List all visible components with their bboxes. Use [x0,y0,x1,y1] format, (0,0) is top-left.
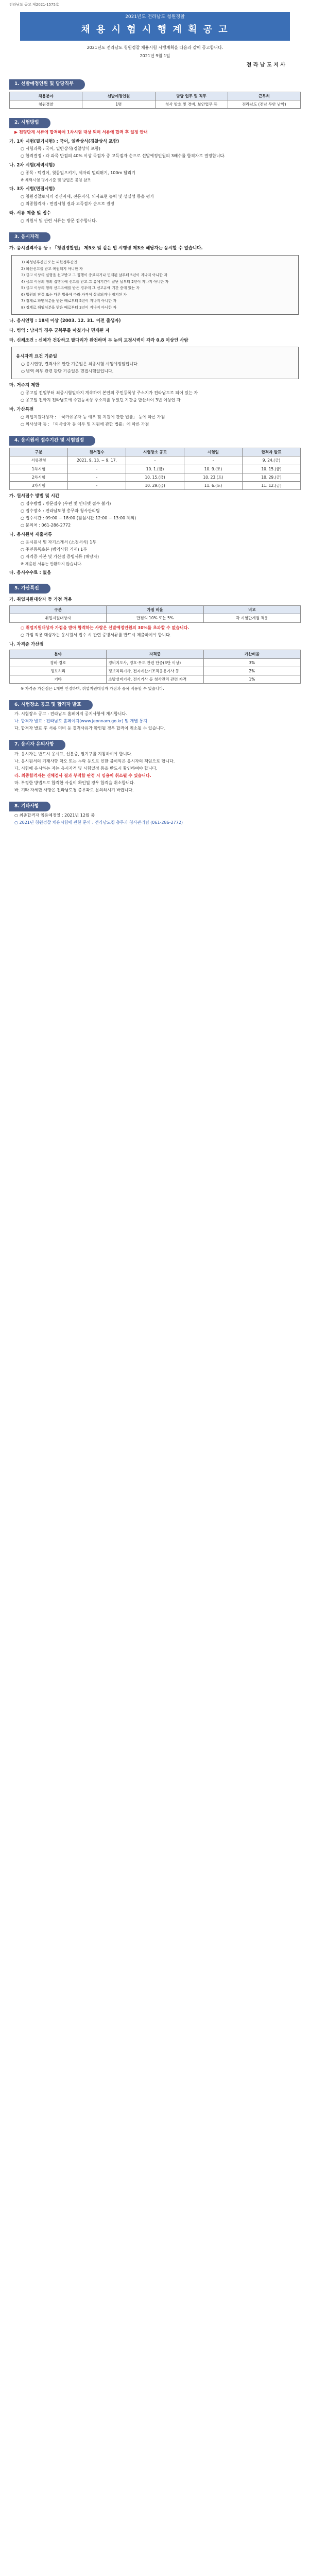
list-item: ○ 응시연령, 결격사유 판단 기준일은 최종시험 시행예정일입니다. [21,362,139,366]
list-item: 다. 시험에 응시하는 자는 응시자격 및 시험일정 등을 반드시 확인하여야 합니다. [14,766,158,771]
list-item: ○ 지원서 및 관련 서류는 방문 접수합니다. [21,218,97,223]
military-requirement: 다. 병역 : 남자의 경우 군복무를 마쳤거나 면제된 자 [9,328,110,333]
list-item: ○ 응시원서 및 자기소개서 (소정서식) 1부 [21,539,96,545]
list-item: 마. 부정한 방법으로 합격한 사실이 확인될 경우 합격을 취소합니다. [14,780,135,785]
list-item: ※ 체력시험 평가기준 및 방법은 붙임 참조 [21,178,91,182]
section-4-header: 4. 응시원서 접수기간 및 시험일정 [9,436,95,446]
table-row: 2차시험 - 10. 15.(금) 10. 23.(토) 10. 29.(금) [10,473,301,481]
table-header: 가산비율 [203,650,300,658]
list-item: 라. 최종합격자는 신체검사 결과 부적합 판정 시 임용이 취소될 수 있습니다. [14,773,151,778]
list-item: 나. 합격자 발표 : 전라남도 홈페이지(www.jeonnam.go.kr) 및 개별 통지 [14,719,147,723]
list-item: ○ 합격결정 : 각 과목 만점의 40% 이상 득점자 중 고득점자 순으로 선발예정인원의 3배수를 합격자로 결정합니다. [21,154,226,159]
list-item: 6) 법원의 판결 또는 다른 법률에 따라 자격이 상실되거나 정지된 자 [21,292,127,297]
criteria-box [11,347,299,379]
positions-table [9,92,301,109]
disqualification-title: 가. 응시결격사유 등 : 「청원경찰법」 제5조 및 같은 법 시행령 제3조 해당자는 응시할 수 없습니다. [9,246,203,251]
list-item: ○ 2021년 청원경찰 채용시험에 관한 문의 : 전라남도청 총무과 청사관리팀 (061-286-2772) [14,820,183,825]
list-item: ○ 최종합격자 : 면접시험 결과 고득점자 순으로 결정 [21,201,115,206]
list-item: ○ 접수장소 : 전라남도청 총무과 청사관리팀 [21,509,100,513]
list-item: 다. 합격자 발표 후 서류 미비 등 결격사유가 확인될 경우 합격이 취소될 수 있습니다. [14,726,166,731]
table-row: 정보처리 정보처리기사, 전자계산기조직응용기사 등 2% [10,667,301,675]
table-header: 시험일 [184,448,243,456]
bonus-title: 바. 가산특전 [9,406,34,412]
title-box [20,12,290,41]
notice-page [0,0,310,837]
age-requirement: 나. 응시연령 : 18세 이상 (2003. 12. 31. 이전 출생자) [9,318,121,324]
list-item: ○ 병역 의무 관련 판단 기준일은 면접시험일입니다. [21,369,114,374]
list-item: 5) 금고 이상의 형의 선고유예를 받은 경우에 그 선고유예 기간 중에 있는 자 [21,286,140,290]
list-item: ○ 시험과목 : 국어, 일반상식(경찰상식 포함) [21,146,100,151]
list-item: 바. 기타 자세한 사항은 전라남도청 총무과로 문의하시기 바랍니다. [14,787,134,792]
exam-stage-3: 다. 3차 시험(면접시험) [9,187,55,192]
list-item: 나. 응시원서의 기재사항 착오 또는 누락 등으로 인한 불이익은 응시자의 책임으로 합니다. [14,758,175,764]
table-header: 선발예정인원 [82,92,155,100]
table-header: 시험장소 공고 [126,448,184,456]
page-title: 채 용 시 험 시 행 계 획 공 고 [21,22,289,40]
table-header: 근무처 [228,92,300,100]
table-header: 원서접수 [68,448,126,456]
list-item: ○ 접수방법 : 방문접수 (우편 및 인터넷 접수 불가) [21,501,111,506]
list-item: 가. 시험장소 공고 : 전라남도 홈페이지 공지사항에 게시합니다. [14,711,127,716]
table-row: 청원경찰 1명 청사 방호 및 경비, 보안업무 등 전라남도 (전남 무안 남악) [10,100,301,108]
list-item: ○ 공고일 전까지 전라남도에 주민등록상 주소지를 두었던 기간을 합산하여 3년 이상인 자 [21,397,181,402]
table-row: 1차시험 - 10. 1.(금) 10. 9.(토) 10. 15.(금) [10,465,301,473]
schedule-table [9,448,301,490]
certificate-table [9,650,301,684]
intro-text: 2021년도 전라남도 청원경찰 채용시험 시행계획을 다음과 같이 공고합니다. [87,45,223,50]
section-7-header: 7. 응시자 유의사항 [9,740,65,750]
list-item: ○ 의사상자 등 : 「의사상자 등 예우 및 지원에 관한 법률」에 따른 가점 [21,421,149,427]
bonus-table [9,605,301,623]
list-item: ○ 취업지원대상자 : 「국가유공자 등 예우 및 지원에 관한 법률」 등에 따른 가점 [21,414,165,419]
list-item: 2) 파산선고를 받고 복권되지 아니한 자 [21,266,83,271]
list-item: 1) 피성년후견인 또는 피한정후견인 [21,260,77,264]
list-item: ○ 취업지원대상자 가점을 받아 합격하는 사람은 선발예정인원의 30%를 초과할 수 없습니다. [21,625,190,630]
certificate-note: ※ 자격증 가산점은 1개만 인정하며, 취업지원대상자 가점과 중복 적용할 수 있습니다. [21,686,164,691]
list-item: ○ 접수시간 : 09:00 ~ 18:00 (점심시간 12:00 ~ 13:00 제외) [21,516,136,520]
physical-requirement: 라. 신체조건 : 신체가 건강하고 팔다리가 완전하며 두 눈의 교정시력이 각각 0.8 이상인 사람 [9,337,188,343]
exam-stage-1: 가. 1차 시험(필기시험) : 국어, 일반상식(경찰상식 포함) [9,139,119,144]
criteria-title: 응시자격 요건 기준일 [16,354,57,360]
list-item: 가. 응시자는 반드시 응시표, 신분증, 필기구를 지참하여야 합니다. [14,751,132,756]
exam-stage-4: 라. 서류 제출 및 접수 [9,211,51,216]
table-header: 담당 업무 및 직무 [155,92,228,100]
section-1-header: 1. 선발예정인원 및 담당직무 [9,79,85,90]
table-header: 가점 비율 [107,606,203,614]
list-item: 7) 징계로 파면처분을 받은 때로부터 5년이 지나지 아니한 자 [21,299,116,303]
section-5-header: 5. 가산특전 [9,584,50,594]
bonus-points-title: 가. 취업지원대상자 등 가점 적용 [9,597,72,603]
table-header: 자격증 [107,650,203,658]
section-2-header: 2. 시험방법 [9,118,50,128]
table-header: 분야 [10,650,107,658]
application-method-title: 가. 원서접수 방법 및 시간 [9,494,60,499]
table-header: 구분 [10,606,107,614]
disqualification-box [11,255,299,315]
table-row: 기타 소방설비기사, 전기기사 등 청사관리 관련 자격 1% [10,675,301,684]
list-item: ○ 청원경찰로서의 정신자세, 전문지식, 의사표현 능력 및 성실성 등을 평가 [21,194,154,199]
documents-title: 나. 응시원서 제출서류 [9,532,53,537]
certificate-title: 나. 자격증 가산점 [9,641,44,647]
residence-requirement: 마. 거주지 제한 [9,383,40,388]
list-item: ○ 자격증 사본 및 가산점 증빙서류 (해당자) [21,554,99,559]
section-8-header: 8. 기타사항 [9,802,50,812]
list-item: ○ 문의처 : 061-286-2772 [21,523,71,528]
table-header: 채용분야 [10,92,82,100]
list-item: 8) 징계로 해임처분을 받은 때로부터 3년이 지나지 아니한 자 [21,305,116,310]
table-row: 취업지원대상자 만점의 10% 또는 5% 각 시험단계별 적용 [10,614,301,622]
list-item: ○ 가점 적용 대상자는 응시원서 접수 시 관련 증빙서류를 반드시 제출하여야 합니다. [21,632,171,637]
table-row: 3차시험 - 10. 29.(금) 11. 6.(토) 11. 12.(금) [10,482,301,490]
table-header: 비고 [203,606,300,614]
table-row: 서류전형 2021. 9. 13. ~ 9. 17. - - 9. 24.(금) [10,456,301,465]
section-6-header: 6. 시험장소 공고 및 합격자 발표 [9,700,93,710]
exam-stage-2: 나. 2차 시험(체력시험) [9,163,55,168]
list-item: 3) 금고 이상의 실형을 선고받고 그 집행이 종료되거나 면제된 날부터 5년이 지나지 아니한 자 [21,273,167,277]
super-title: 2021년도 전라남도 청원경찰 [21,13,289,22]
fee-title: 다. 응시수수료 : 없음 [9,570,51,575]
list-item: ○ 주민등록초본 (병역사항 기재) 1부 [21,547,87,552]
section-3-header: 3. 응시자격 [9,232,50,243]
table-row: 경비·경호 경비지도사, 경호·무도 관련 단증(3단 이상) 3% [10,658,301,667]
list-item: ○ 종목 : 턱걸이, 윗몸일으키기, 제자리 멀리뛰기, 100m 달리기 [21,171,135,175]
list-item: 4) 금고 이상의 형의 집행유예 선고를 받고 그 유예기간이 끝난 날부터 2년이 지나지 아니한 자 [21,279,169,284]
section-2-lead: ▶ 전형단계 서류에 합격하여 1차시험 대상 되며 서류에 합격 후 일정 안내 [14,129,148,134]
list-item: ○ 최종합격자 임용예정일 : 2021년 12월 중 [14,813,95,818]
issuing-org: 전 라 남 도 지 사 [246,62,285,68]
list-item: ○ 공고일 전일부터 최종시험일까지 계속하여 본인의 주민등록상 주소지가 전라남도로 되어 있는 자 [21,390,198,395]
table-header: 구분 [10,448,68,456]
table-header: 합격자 발표 [243,448,301,456]
notice-number: 전라남도 공고 제2021-1575호 [9,3,59,7]
notice-date: 2021년 9월 1일 [140,54,170,58]
list-item: ※ 제출된 서류는 반환하지 않습니다. [21,561,82,566]
